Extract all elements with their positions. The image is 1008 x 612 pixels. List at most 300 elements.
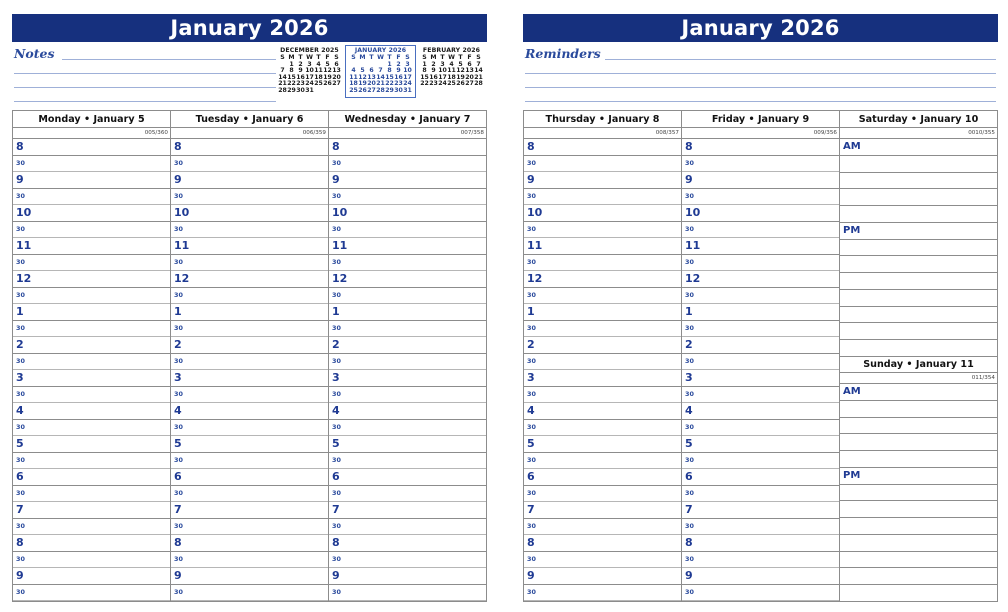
time-slot[interactable] [171,420,328,437]
mini-calendar-day[interactable]: 17 [438,73,447,81]
time-slot[interactable] [171,552,328,569]
time-slot[interactable] [682,403,839,420]
mini-calendar-day[interactable]: 9 [298,67,303,75]
time-slot[interactable] [171,502,328,519]
mini-calendar-day[interactable]: 26 [358,86,367,94]
time-slot[interactable] [171,568,328,585]
time-slot[interactable] [329,288,486,305]
mini-calendar-day[interactable]: 5 [360,67,365,75]
time-slot[interactable] [840,518,997,535]
mini-calendar-february[interactable] [416,45,487,98]
time-slot[interactable] [840,585,997,601]
time-label: 30 [527,324,536,333]
time-slot[interactable] [13,288,170,305]
time-slot[interactable] [13,321,170,338]
time-slot[interactable] [171,189,328,206]
time-slot[interactable] [171,321,328,338]
time-slot[interactable] [840,485,997,502]
time-slot[interactable] [524,502,681,519]
time-label: 30 [527,522,536,531]
time-slot[interactable] [524,304,681,321]
time-slot[interactable] [13,238,170,255]
time-slot[interactable] [524,222,681,239]
time-slot[interactable] [171,288,328,305]
time-slot[interactable] [682,321,839,338]
time-slot[interactable] [13,271,170,288]
mini-calendar-day[interactable]: 15 [287,73,296,81]
time-slot[interactable] [840,139,997,156]
time-slot[interactable] [13,387,170,404]
time-slot[interactable] [13,205,170,222]
mini-calendar-day[interactable]: 18 [447,73,456,81]
time-slot[interactable] [171,585,328,602]
time-slot[interactable] [682,370,839,387]
time-label: 4 [332,404,340,418]
time-slot[interactable] [840,223,997,240]
time-slot[interactable] [329,222,486,239]
time-slot[interactable] [329,139,486,156]
time-slot[interactable] [329,205,486,222]
time-slot[interactable] [171,403,328,420]
time-label: 30 [174,555,183,564]
time-slot[interactable] [329,420,486,437]
day-number-code: 009/356 [682,128,839,139]
time-slot[interactable] [840,451,997,468]
time-slot[interactable] [329,354,486,371]
time-slot[interactable] [329,370,486,387]
time-slot[interactable] [840,307,997,324]
mini-calendar-day[interactable]: 31 [305,86,314,94]
time-slot[interactable] [329,321,486,338]
mini-calendar-day[interactable]: 20 [367,80,376,88]
mini-calendar-day[interactable]: 19 [323,73,332,81]
time-slot[interactable] [682,354,839,371]
time-slot[interactable] [13,337,170,354]
mini-calendar-day[interactable]: 24 [305,80,314,88]
mini-calendar-day[interactable]: 22 [287,80,296,88]
time-slot[interactable] [171,453,328,470]
time-slot[interactable] [171,156,328,173]
mini-calendar-day[interactable]: 3 [440,60,445,68]
time-slot[interactable] [13,139,170,156]
time-label: 30 [174,423,183,432]
time-slot[interactable] [524,387,681,404]
time-slot[interactable] [329,535,486,552]
mini-calendar-december[interactable] [274,45,345,98]
time-slot[interactable] [682,205,839,222]
time-slot[interactable] [840,434,997,451]
time-slot[interactable] [682,469,839,486]
time-slot[interactable] [840,340,997,356]
time-slot[interactable] [329,469,486,486]
mini-calendar-day[interactable]: 20 [332,73,341,81]
time-slot[interactable] [682,585,839,602]
mini-calendar-day[interactable]: 9 [431,67,436,75]
time-slot[interactable] [682,552,839,569]
time-slot[interactable] [524,255,681,272]
time-slot[interactable] [329,436,486,453]
mini-calendar-day[interactable]: 18 [314,73,323,81]
mini-calendar-day[interactable]: 5 [325,60,330,68]
time-slot-list [524,139,681,601]
time-slot[interactable] [682,420,839,437]
weekday-initial: F [325,54,330,61]
time-slot[interactable] [524,189,681,206]
time-label: 30 [16,522,25,531]
time-slot[interactable] [682,238,839,255]
time-slot[interactable] [524,486,681,503]
mini-calendar-day[interactable]: 14 [278,73,287,81]
time-slot[interactable] [524,370,681,387]
mini-calendar-day[interactable]: 13 [367,73,376,81]
time-label: 30 [527,357,536,366]
mini-calendar-day[interactable]: 23 [394,80,403,88]
time-label: 8 [174,140,182,154]
mini-calendar-empty-cell [420,88,429,95]
time-label: 11 [685,239,701,253]
time-slot[interactable] [329,255,486,272]
time-slot[interactable] [524,205,681,222]
mini-calendar-day[interactable]: 10 [438,67,447,75]
mini-calendar-day[interactable]: 26 [456,80,465,88]
time-slot[interactable] [13,535,170,552]
mini-calendar-day[interactable]: 18 [349,80,358,88]
time-slot[interactable] [682,453,839,470]
mini-calendar-day[interactable]: 30 [394,86,403,94]
mini-calendar-day[interactable]: 27 [465,80,474,88]
time-slot[interactable] [171,387,328,404]
time-slot[interactable] [13,469,170,486]
time-slot[interactable] [329,502,486,519]
time-slot[interactable] [13,453,170,470]
mini-calendar-day[interactable]: 5 [458,60,463,68]
time-slot[interactable] [524,321,681,338]
mini-calendar-day[interactable]: 3 [405,60,410,68]
mini-calendar-day[interactable]: 24 [403,80,412,88]
time-slot[interactable] [13,420,170,437]
time-slot[interactable] [524,469,681,486]
time-slot[interactable] [524,436,681,453]
time-slot[interactable] [524,585,681,602]
time-slot[interactable] [840,240,997,257]
day-number-code: 0010/355 [840,128,997,139]
time-slot[interactable] [13,255,170,272]
mini-calendar-day[interactable]: 8 [422,67,427,75]
time-slot[interactable] [682,288,839,305]
mini-calendar-day[interactable]: 17 [305,73,314,81]
time-slot[interactable] [329,486,486,503]
time-slot[interactable] [13,370,170,387]
time-slot[interactable] [13,436,170,453]
time-slot[interactable] [524,403,681,420]
time-slot[interactable] [682,568,839,585]
time-slot[interactable] [840,156,997,173]
mini-calendar-day[interactable]: 11 [447,67,456,75]
time-slot[interactable] [13,403,170,420]
time-slot[interactable] [329,453,486,470]
time-slot[interactable] [840,401,997,418]
time-slot[interactable] [171,436,328,453]
mini-calendar-day[interactable]: 12 [323,67,332,75]
mini-calendar-day[interactable]: 14 [376,73,385,81]
time-slot[interactable] [13,486,170,503]
time-slot[interactable] [171,255,328,272]
time-slot[interactable] [329,552,486,569]
mini-calendar-day[interactable]: 28 [376,86,385,94]
mini-calendar-day[interactable]: 8 [289,67,294,75]
time-slot[interactable] [524,271,681,288]
mini-calendar-day[interactable]: 27 [332,80,341,88]
mini-calendar-day[interactable]: 12 [358,73,367,81]
mini-calendar-day[interactable]: 13 [332,67,341,75]
mini-calendar-day[interactable]: 3 [307,60,312,68]
time-slot[interactable] [171,139,328,156]
time-slot[interactable] [524,453,681,470]
time-slot[interactable] [524,535,681,552]
mini-calendar-day[interactable]: 29 [287,86,296,94]
weekday-initial: S [280,54,285,61]
time-slot[interactable] [524,172,681,189]
time-label: 9 [332,569,340,583]
time-slot[interactable] [171,370,328,387]
mini-calendar-day[interactable]: 6 [334,60,339,68]
mini-calendar-day[interactable]: 24 [438,80,447,88]
time-slot[interactable] [171,535,328,552]
time-slot[interactable] [682,189,839,206]
time-label: 3 [685,371,693,385]
time-slot[interactable] [524,420,681,437]
time-slot[interactable] [524,519,681,536]
mini-calendar-day[interactable]: 7 [476,60,481,68]
mini-calendar-day[interactable]: 16 [394,73,403,81]
time-slot[interactable] [171,205,328,222]
mini-calendar-day[interactable]: 7 [378,67,383,75]
time-slot[interactable] [682,486,839,503]
mini-calendar-day[interactable]: 2 [298,60,303,68]
mini-calendar-day[interactable]: 25 [349,86,358,94]
time-slot[interactable] [682,502,839,519]
mini-calendar-day[interactable]: 2 [396,60,401,68]
time-slot[interactable] [13,585,170,602]
mini-calendar-day[interactable]: 7 [280,67,285,75]
time-slot[interactable] [840,501,997,518]
mini-calendar-day[interactable]: 1 [422,60,427,68]
time-slot[interactable] [329,403,486,420]
time-slot[interactable] [682,156,839,173]
mini-calendar-day[interactable]: 27 [367,86,376,94]
mini-calendar-day[interactable]: 4 [351,67,356,75]
time-slot[interactable] [329,238,486,255]
time-slot[interactable] [13,222,170,239]
time-label: 12 [16,272,32,286]
mini-calendar-day[interactable]: 1 [289,60,294,68]
time-slot[interactable] [13,502,170,519]
time-slot[interactable] [840,206,997,223]
time-slot-list [13,139,170,601]
time-slot[interactable] [524,156,681,173]
time-slot[interactable] [13,552,170,569]
time-slot[interactable] [329,189,486,206]
time-slot[interactable] [171,519,328,536]
weekday-initial: S [334,54,339,61]
time-slot[interactable] [682,535,839,552]
mini-calendar-day[interactable]: 20 [465,73,474,81]
mini-calendar-day[interactable]: 2 [431,60,436,68]
mini-calendar-day[interactable]: 22 [385,80,394,88]
mini-calendar-day[interactable]: 9 [396,67,401,75]
time-slot[interactable] [171,172,328,189]
time-slot[interactable] [171,304,328,321]
time-slot[interactable] [524,288,681,305]
mini-calendar-day[interactable]: 21 [278,80,287,88]
mini-calendar-day[interactable]: 22 [420,80,429,88]
mini-calendar-day[interactable]: 8 [387,67,392,75]
time-slot[interactable] [840,290,997,307]
time-label: 11 [332,239,348,253]
weekday-initial: M [430,54,437,61]
time-slot[interactable] [171,238,328,255]
mini-calendar-day[interactable]: 15 [420,73,429,81]
time-slot[interactable] [329,156,486,173]
time-slot[interactable] [840,189,997,206]
mini-calendar-day[interactable]: 12 [456,67,465,75]
mini-calendar-day[interactable]: 31 [403,86,412,94]
mini-calendar-day[interactable]: 17 [403,73,412,81]
time-label: 30 [174,159,183,168]
mini-calendar-day[interactable]: 6 [467,60,472,68]
mini-calendar-day[interactable]: 6 [369,67,374,75]
mini-calendar-day[interactable]: 1 [387,60,392,68]
mini-calendar-day[interactable]: 21 [376,80,385,88]
mini-calendar-day[interactable]: 11 [349,73,358,81]
time-slot[interactable] [682,304,839,321]
time-label: 8 [685,140,693,154]
time-slot[interactable] [13,519,170,536]
mini-calendar-day[interactable]: 25 [314,80,323,88]
time-slot[interactable] [840,568,997,585]
time-slot[interactable] [840,552,997,569]
time-slot[interactable] [329,519,486,536]
mini-calendar-day[interactable]: 25 [447,80,456,88]
mini-calendar-day[interactable]: 19 [456,73,465,81]
time-slot[interactable] [524,568,681,585]
time-slot[interactable] [524,354,681,371]
weekday-initial: T [369,54,374,61]
mini-calendar-day[interactable]: 4 [449,60,454,68]
time-slot[interactable] [682,222,839,239]
time-label: 8 [16,536,24,550]
time-slot[interactable] [524,238,681,255]
mini-calendar-day[interactable]: 16 [296,73,305,81]
time-slot[interactable] [840,256,997,273]
mini-calendar-day[interactable]: 16 [429,73,438,81]
time-slot[interactable] [13,172,170,189]
time-slot[interactable] [171,354,328,371]
time-slot[interactable] [840,535,997,552]
time-slot[interactable] [682,271,839,288]
time-slot[interactable] [682,172,839,189]
mini-calendar-day[interactable]: 15 [385,73,394,81]
time-label: 9 [16,173,24,187]
time-slot[interactable] [171,222,328,239]
time-slot[interactable] [329,337,486,354]
mini-calendar-day[interactable]: 10 [403,67,412,75]
time-slot[interactable] [524,139,681,156]
mini-calendar-day[interactable]: 11 [314,67,323,75]
time-label: 30 [685,489,694,498]
time-slot[interactable] [682,436,839,453]
time-slot[interactable] [329,271,486,288]
time-label: 12 [174,272,190,286]
time-slot[interactable] [840,173,997,190]
time-slot[interactable] [171,486,328,503]
time-slot[interactable] [682,387,839,404]
mini-calendar-january[interactable] [345,45,416,98]
time-label: 30 [16,291,25,300]
time-slot[interactable] [682,519,839,536]
time-slot[interactable] [329,304,486,321]
mini-calendar-day[interactable]: 28 [278,86,287,94]
time-slot[interactable] [13,156,170,173]
time-slot[interactable] [840,384,997,401]
time-slot[interactable] [329,172,486,189]
time-slot[interactable] [840,323,997,340]
time-slot[interactable] [524,552,681,569]
time-slot[interactable] [171,337,328,354]
time-slot[interactable] [13,354,170,371]
mini-calendar-day[interactable]: 29 [385,86,394,94]
right-top-zone [523,45,998,107]
day-heading: Sunday • January 11 [840,356,997,373]
mini-calendar-day[interactable]: 13 [465,67,474,75]
mini-calendar-day[interactable]: 19 [358,80,367,88]
mini-calendar-day[interactable]: 23 [296,80,305,88]
time-slot[interactable] [840,418,997,435]
time-slot[interactable] [13,304,170,321]
time-slot[interactable] [329,568,486,585]
mini-calendar-day[interactable]: 14 [474,67,483,75]
mini-calendar-day[interactable]: 4 [316,60,321,68]
time-label: 4 [16,404,24,418]
time-label: 30 [16,159,25,168]
time-slot[interactable] [171,469,328,486]
time-label: 30 [174,192,183,201]
time-slot[interactable] [524,337,681,354]
time-slot[interactable] [13,189,170,206]
time-slot[interactable] [329,387,486,404]
mini-calendar-day[interactable]: 30 [296,86,305,94]
mini-calendar-day[interactable]: 26 [323,80,332,88]
time-label: 30 [16,258,25,267]
time-slot[interactable] [682,139,839,156]
time-label: 4 [685,404,693,418]
time-slot[interactable] [682,337,839,354]
mini-calendar-day[interactable]: 21 [474,73,483,81]
time-slot[interactable] [682,255,839,272]
time-slot[interactable] [329,585,486,602]
right-page-title-bar [523,14,998,42]
time-slot[interactable] [840,468,997,485]
mini-calendar-day[interactable]: 10 [305,67,314,75]
time-slot[interactable] [13,568,170,585]
mini-calendar-day[interactable]: 23 [429,80,438,88]
time-slot[interactable] [171,271,328,288]
mini-calendar-day[interactable]: 28 [474,80,483,88]
time-label: 7 [685,503,693,517]
time-label: 5 [16,437,24,451]
time-slot[interactable] [840,273,997,290]
time-label: 30 [174,357,183,366]
